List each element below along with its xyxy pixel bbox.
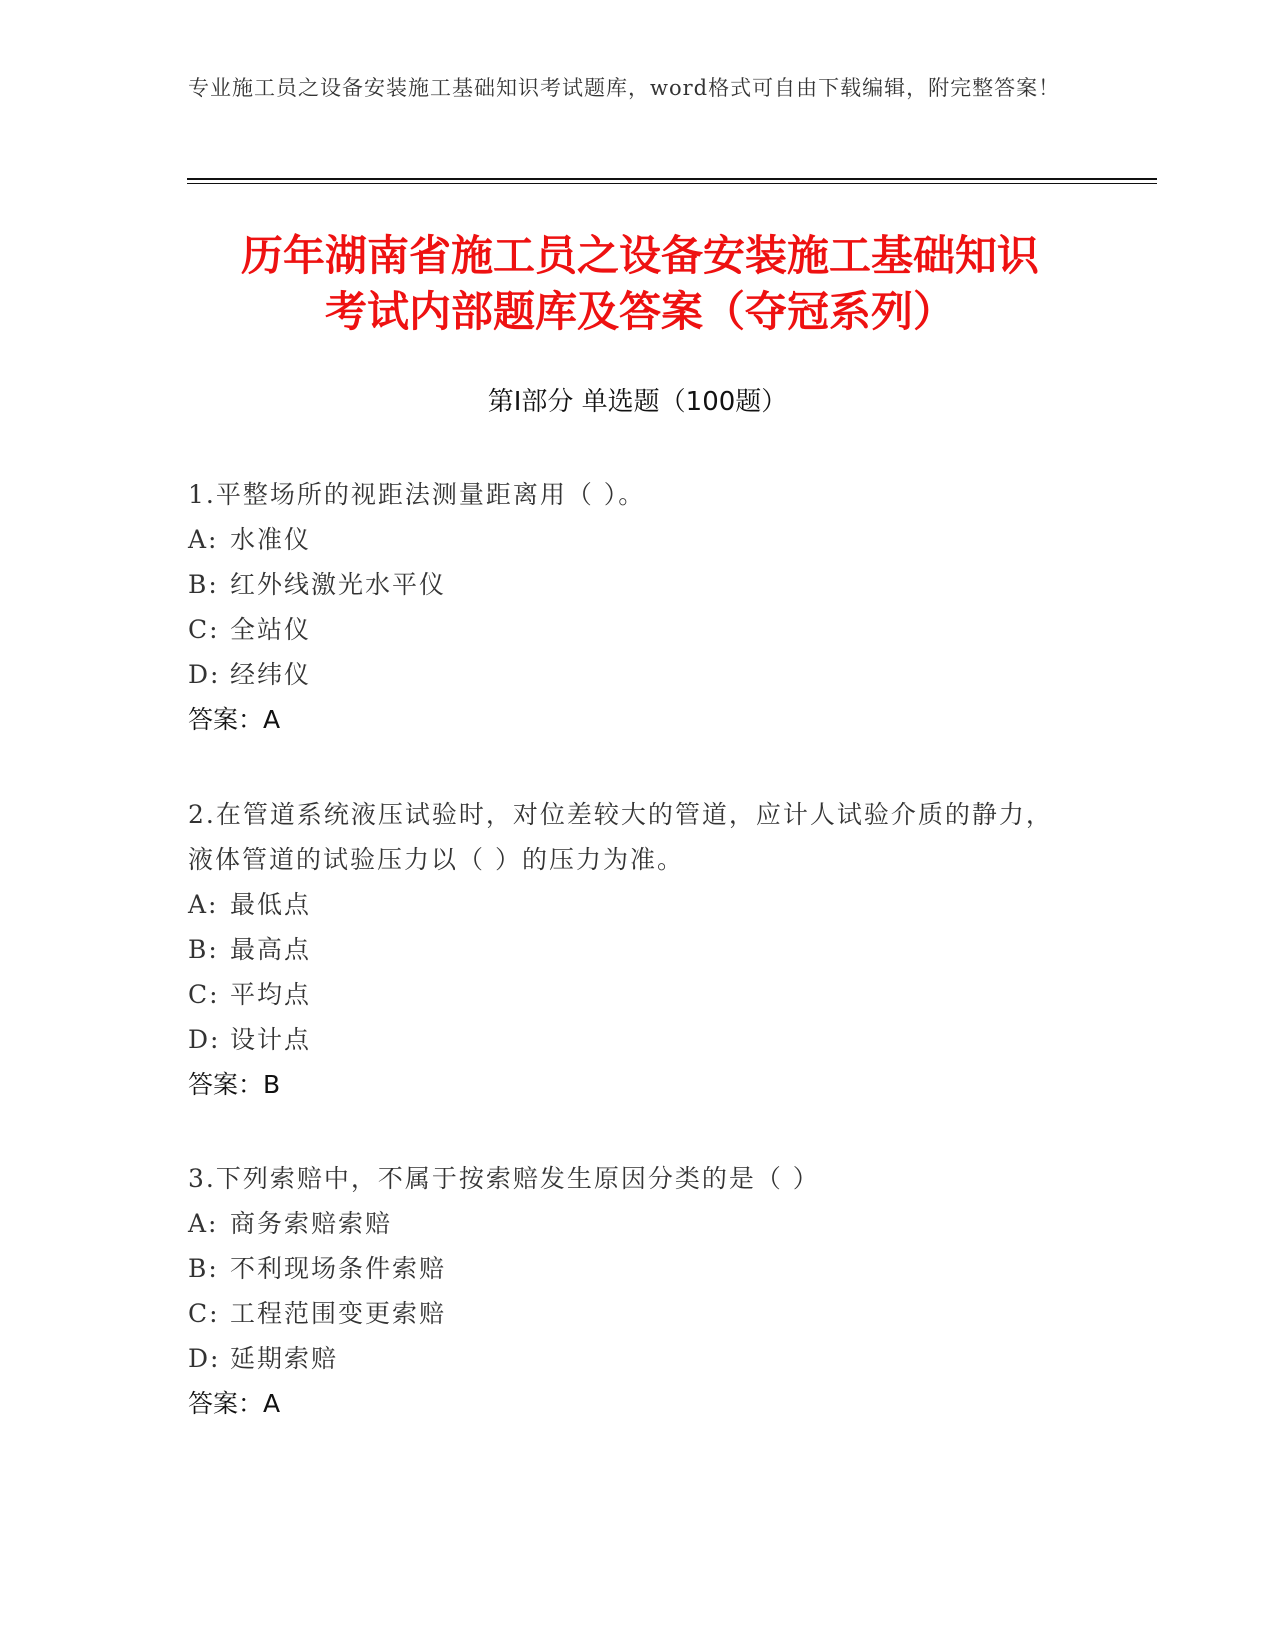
option-letter: A: — [188, 525, 219, 554]
question-stem: 1.平整场所的视距法测量距离用（ ）。 — [188, 480, 646, 509]
header-note: 专业施工员之设备安装施工基础知识考试题库，word格式可自由下载编辑，附完整答案！ — [188, 76, 1061, 100]
option-d — [188, 1336, 1068, 1381]
option-letter: A: — [188, 1209, 219, 1238]
option-text: 延期索赔 — [230, 1344, 339, 1373]
option-d — [188, 1017, 1068, 1062]
option-letter: B: — [188, 935, 219, 964]
document-title-line-1: 历年湖南省施工员之设备安装施工基础知识 — [240, 231, 1039, 280]
option-letter: C: — [188, 1299, 220, 1328]
answer: 答案：A — [188, 1389, 281, 1418]
option-text: 工程范围变更索赔 — [230, 1299, 447, 1328]
option-text: 平均点 — [230, 980, 312, 1009]
option-text: 最低点 — [230, 890, 312, 919]
question-3 — [188, 1156, 1068, 1426]
document-title — [180, 228, 1100, 340]
question-stem: 2.在管道系统液压试验时，对位差较大的管道，应计人试验介质的静力，液体管道的试验压力以（ ）的压力为准。 — [188, 800, 1053, 874]
answer: 答案：A — [188, 705, 281, 734]
option-a — [188, 1201, 1068, 1246]
section-title: 第Ⅰ部分 单选题（100题） — [487, 387, 788, 417]
option-a — [188, 882, 1068, 927]
option-d — [188, 652, 1068, 697]
document-title-line-2: 考试内部题库及答案（夺冠系列） — [324, 287, 955, 336]
option-c — [188, 972, 1068, 1017]
option-text: 设计点 — [230, 1025, 312, 1054]
option-letter: D: — [188, 1344, 221, 1373]
option-a — [188, 517, 1068, 562]
option-letter: C: — [188, 615, 220, 644]
option-text: 商务索赔索赔 — [230, 1209, 393, 1238]
option-letter: B: — [188, 1254, 219, 1283]
header-divider-thin — [187, 183, 1157, 184]
header-divider-thick — [187, 178, 1157, 180]
question-1 — [188, 472, 1068, 742]
option-text: 最高点 — [230, 935, 312, 964]
option-letter: A: — [188, 890, 219, 919]
option-letter: B: — [188, 570, 219, 599]
option-text: 全站仪 — [230, 615, 312, 644]
option-text: 红外线激光水平仪 — [230, 570, 447, 599]
option-b — [188, 1246, 1068, 1291]
option-letter: D: — [188, 1025, 221, 1054]
option-text: 经纬仪 — [230, 660, 312, 689]
option-text: 水准仪 — [230, 525, 312, 554]
answer: 答案：B — [188, 1070, 281, 1099]
option-letter: D: — [188, 660, 221, 689]
option-b — [188, 927, 1068, 972]
option-c — [188, 1291, 1068, 1336]
question-stem: 3.下列索赔中，不属于按索赔发生原因分类的是（ ） — [188, 1164, 820, 1193]
question-2 — [188, 792, 1068, 1107]
option-b — [188, 562, 1068, 607]
option-text: 不利现场条件索赔 — [230, 1254, 447, 1283]
option-c — [188, 607, 1068, 652]
option-letter: C: — [188, 980, 220, 1009]
